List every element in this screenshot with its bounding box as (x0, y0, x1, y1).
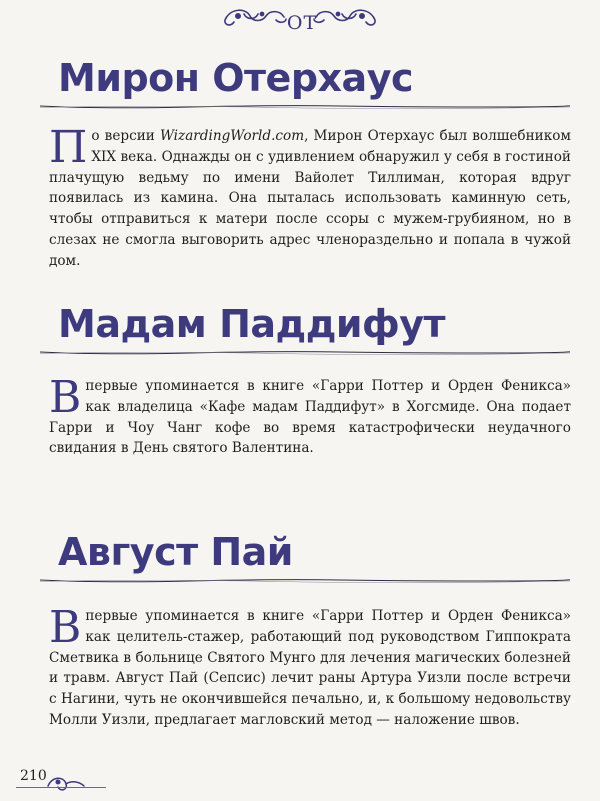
entry-title: Мадам Паддифут (58, 302, 446, 346)
body-text: первые упоминается в книге «Гарри Поттер и Орден Феникса» как владелица «Кафе мадам Паддифут» в Хогсмиде. Она подает Гарри и Чоу Чанг кофе во время катастрофически неудачного свидания в День святого Валентина. (49, 378, 571, 457)
divider-rule (40, 574, 570, 588)
entry-body (49, 372, 571, 459)
entry-body (49, 602, 571, 731)
page-number: 210 (20, 768, 47, 784)
entry-title: Мирон Отерхаус (58, 56, 413, 100)
entry-body (49, 122, 571, 272)
dropcap: П (49, 122, 88, 173)
body-text: о версии (91, 128, 160, 144)
top-ornament (0, 2, 600, 36)
divider-rule (40, 346, 570, 360)
body-text: первые упоминается в книге «Гарри Поттер и Орден Феникса» как целитель-стажер, работающий под руководством Гиппократа Сметвика в больнице Святого Мунго для лечения магических болезней и травм. Август Пай (Сепсис) лечит раны Артура Уизли после встречи с Нагини, чуть не окончившейся печально, и, к большому недовольству Молли Уизли, предлагает магловский метод — наложение швов. (49, 608, 571, 728)
body-italic-text: WizardingWorld.com (159, 128, 305, 144)
footer-flourish-icon (44, 768, 104, 798)
ornament-letters: ОТ (286, 12, 318, 34)
entry-title: Август Пай (58, 530, 293, 574)
dropcap: В (49, 372, 82, 423)
footer-rule (16, 787, 106, 788)
dropcap: В (49, 602, 82, 653)
body-text: , Мирон Отерхаус был волшебником XIX века. Однажды он с удивлением обнаружил у себя в гостиной плачущую ведьму по имени Вайолет Тиллиман, которая вдруг появилась из камина. Она пыталась использовать каминную сеть, чтобы отправиться к матери после ссоры с мужем-грубияном, но в слезах не смогла выговорить адрес членораздельно и попала в чужой дом. (49, 128, 571, 269)
divider-rule (40, 100, 570, 114)
